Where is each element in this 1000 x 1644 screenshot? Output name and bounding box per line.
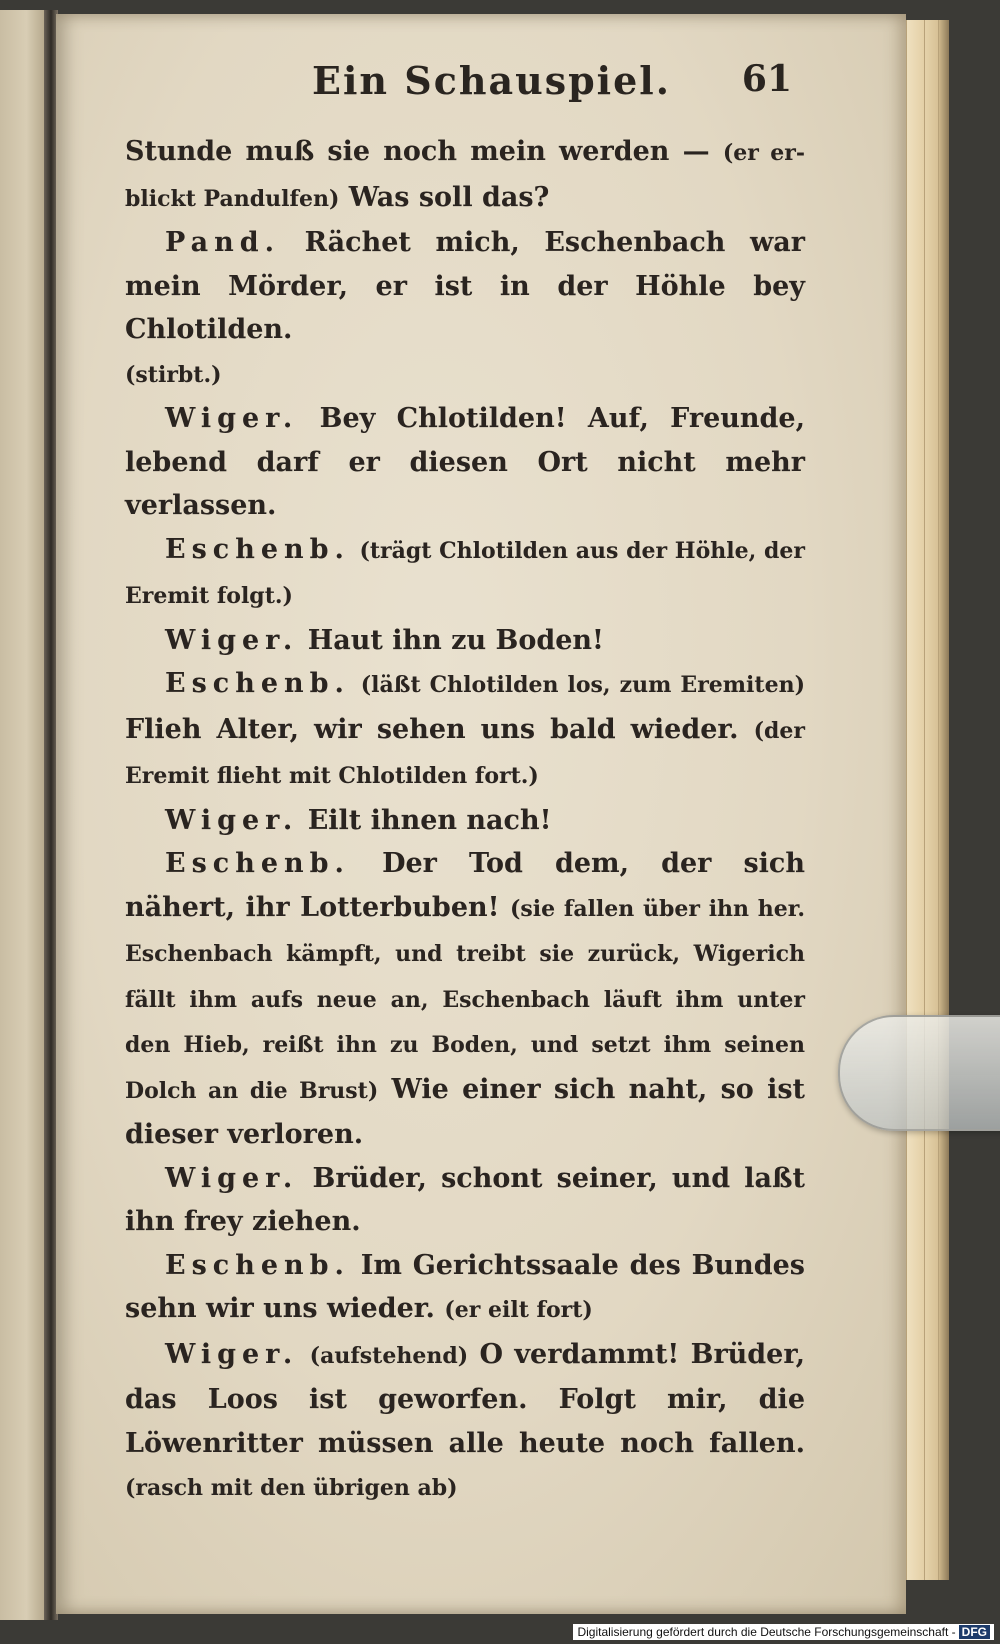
speaker-name: Pand. bbox=[165, 227, 280, 258]
paragraph bbox=[125, 842, 805, 1157]
paragraph bbox=[125, 528, 805, 619]
page-header bbox=[120, 52, 800, 112]
stage-direction: (stirbt.) bbox=[125, 361, 222, 388]
dialogue-text: Rächet mich, Eschenbach war mein Mörder, er ist in der Höhle bey Chlotilden. bbox=[125, 227, 805, 345]
page-edge-stack-3 bbox=[938, 20, 949, 1580]
paragraph bbox=[125, 221, 805, 397]
stage-direction: (der Eremit flieht mit Chlotilden fort.) bbox=[125, 717, 805, 789]
speaker-name: Wiger. bbox=[165, 804, 299, 836]
dialogue-text: Haut ihn zu Boden! bbox=[307, 624, 604, 656]
speaker-name: Wiger. bbox=[165, 624, 299, 656]
stage-direction: (rasch mit den übrigen ab) bbox=[125, 1475, 458, 1501]
stage-direction: (er eilt fort) bbox=[444, 1297, 593, 1323]
dialogue-text: Bey Chlotilden! Auf, Freunde, lebend darf er diesen Ort nicht mehr verlassen. bbox=[125, 403, 805, 521]
dialogue-text: Wie einer sich naht, so ist dieser verloren. bbox=[125, 1073, 806, 1150]
paragraph bbox=[125, 1157, 805, 1244]
body-text bbox=[125, 130, 805, 1511]
speaker-name: Wiger. bbox=[165, 1162, 299, 1194]
dfg-logo: DFG bbox=[959, 1625, 990, 1639]
stage-direction: (aufstehend) bbox=[309, 1342, 469, 1369]
speaker-name: Eschenb. bbox=[165, 848, 350, 879]
paragraph bbox=[125, 1333, 805, 1511]
paragraph bbox=[125, 130, 805, 221]
digitization-credit bbox=[573, 1624, 994, 1640]
page-edge-stack-2 bbox=[924, 20, 939, 1580]
text-line: Stunde muß sie noch mein werden — bbox=[125, 136, 710, 167]
page-number: 61 bbox=[741, 58, 792, 100]
credit-text: Digitalisierung gefördert durch die Deutsche Forschungsgemeinschaft - bbox=[577, 1625, 956, 1639]
paragraph bbox=[125, 619, 805, 663]
paragraph bbox=[125, 662, 805, 799]
stage-direction: (sie fallen über ihn her. Eschenbach kämpft, und treibt sie zurück, Wigerich fällt ihm aufs neue an, Eschenbach läuft ihm unter den Hieb, reißt ihn zu Boden, und setzt ihm seinen Dolch an die Brust) bbox=[125, 895, 806, 1104]
speaker-name: Wiger. bbox=[165, 1338, 299, 1370]
text-line: Was soll das? bbox=[348, 181, 550, 213]
paragraph bbox=[125, 1244, 805, 1333]
speaker-name: Wiger. bbox=[165, 403, 299, 434]
dialogue-text: Im Gerichtssaale des Bundes sehn wir uns wieder. bbox=[125, 1249, 805, 1324]
page-clip bbox=[838, 1015, 1000, 1131]
dialogue-text: Der Tod dem, der sich nähert, ihr Lotterbuben! bbox=[125, 848, 805, 923]
stage-direction: (er er- bbox=[722, 140, 805, 166]
stage-direction: (trägt Chlotilden aus der Höhle, der Eremit folgt.) bbox=[125, 537, 806, 609]
dialogue-text: Eilt ihnen nach! bbox=[307, 804, 552, 836]
page-edge-stack bbox=[906, 20, 925, 1580]
speaker-name: Eschenb. bbox=[165, 1249, 350, 1281]
running-title: Ein Schauspiel. bbox=[312, 58, 671, 103]
paragraph bbox=[125, 397, 805, 528]
stage-direction: (läßt Chlotilden los, zum Eremiten) bbox=[360, 672, 805, 698]
dialogue-text: Flieh Alter, wir sehen uns bald wieder. bbox=[125, 713, 739, 745]
speaker-name: Eschenb. bbox=[165, 668, 350, 699]
left-page-edge bbox=[0, 10, 46, 1620]
dialogue-text: O verdammt! Brüder, das Loos ist geworfen. Folgt mir, die Löwenritter müssen alle heute noch fallen. bbox=[125, 1338, 806, 1459]
speaker-name: Eschenb. bbox=[165, 533, 350, 565]
dialogue-text: Brüder, schont seiner, und laßt ihn frey ziehen. bbox=[125, 1162, 805, 1237]
stage-direction: blickt Pandulfen) bbox=[125, 185, 340, 212]
paragraph bbox=[125, 799, 805, 843]
